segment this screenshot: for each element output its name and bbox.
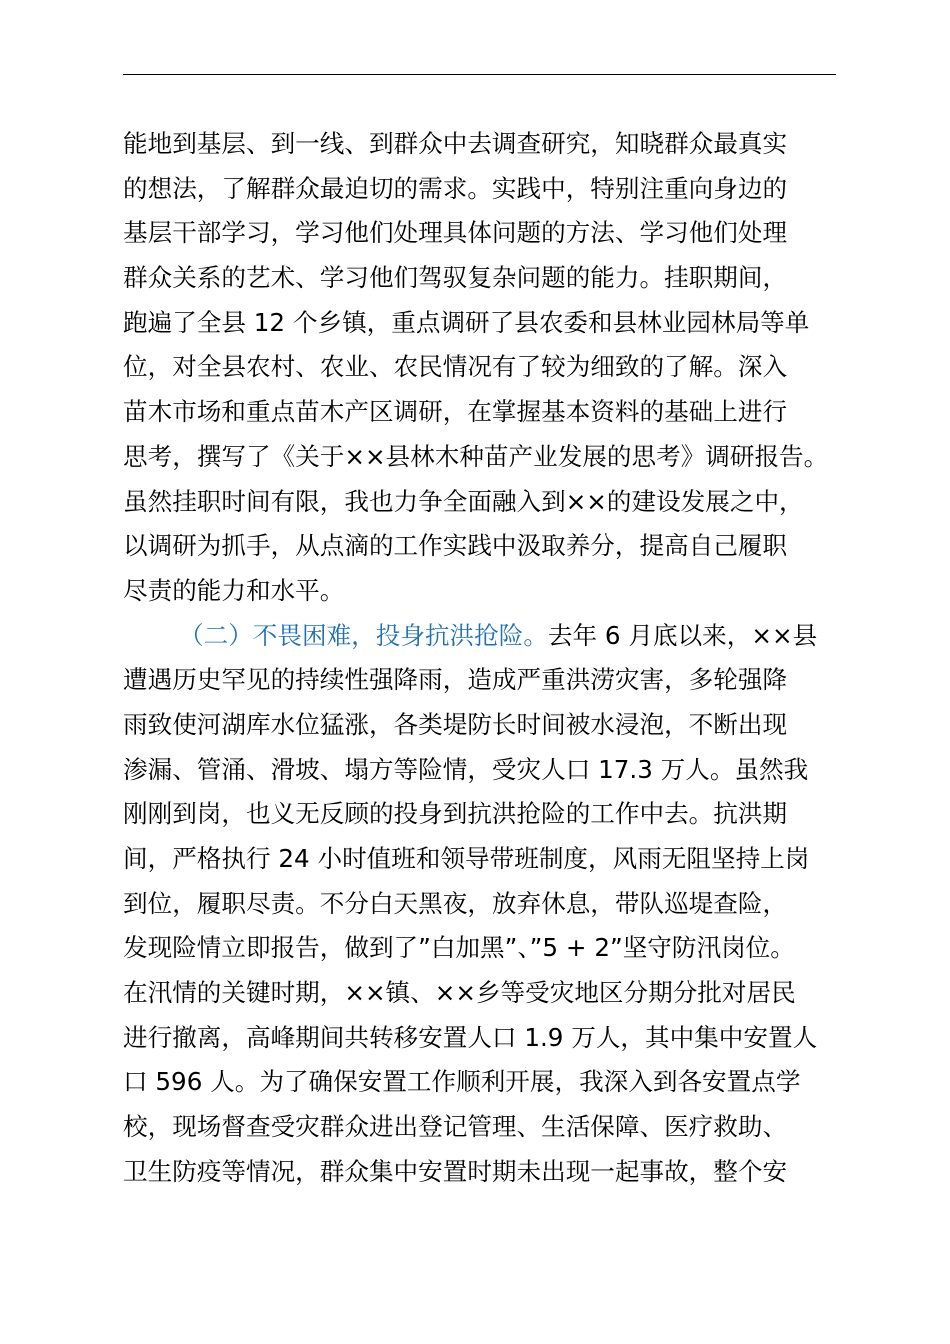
text-line: 群众关系的艺术、学习他们驾驭复杂问题的能力。挂职期间， bbox=[123, 263, 788, 293]
text-line: 卫生防疫等情况，群众集中安置时期未出现一起事故，整个安 bbox=[123, 1156, 788, 1186]
text-line: 在汛情的关键时期，××镇、××乡等受灾地区分期分批对居民 bbox=[123, 978, 796, 1008]
header-rule bbox=[123, 74, 836, 75]
text-line: 能地到基层、到一线、到群众中去调查研究，知晓群众最真实 bbox=[123, 129, 788, 158]
text-line: 虽然挂职时间有限，我也力争全面融入到××的建设发展之中， bbox=[123, 486, 804, 516]
text-line: 的想法，了解群众最迫切的需求。实践中，特别注重向身边的 bbox=[123, 173, 788, 203]
text-line: 跑遍了全县 12 个乡镇，重点调研了县农委和县林业园林局等单 bbox=[123, 307, 810, 337]
text-line: 到位，履职尽责。不分白天黑夜，放弃休息，带队巡堤查险， bbox=[123, 888, 788, 918]
text-line: 基层干部学习，学习他们处理具体问题的方法、学习他们处理 bbox=[123, 218, 788, 248]
text-line: 进行撤离，高峰期间共转移安置人口 1.9 万人，其中集中安置人 bbox=[123, 1022, 818, 1052]
text-line: 雨致使河湖库水位猛涨，各类堤防长时间被水浸泡，不断出现 bbox=[123, 709, 788, 739]
text-line: 位，对全县农村、农业、农民情况有了较为细致的了解。深入 bbox=[123, 352, 788, 382]
section-2-first-line bbox=[123, 614, 843, 659]
text-line: 口 596 人。为了确保安置工作顺利开展，我深入到各安置点学 bbox=[123, 1067, 801, 1097]
text-line: 间，严格执行 24 小时值班和领导带班制度，风雨无阻坚持上岗 bbox=[123, 844, 810, 873]
text-line: 以调研为抓手，从点滴的工作实践中汲取养分，提高自己履职 bbox=[123, 531, 788, 561]
body-text bbox=[123, 122, 843, 1195]
text-line: 苗木市场和重点苗木产区调研，在掌握基本资料的基础上进行 bbox=[123, 397, 788, 427]
section-2-first-line-rest: 去年 6 月底以来，××县 bbox=[547, 620, 818, 650]
text-line: 刚刚到岗，也义无反顾的投身到抗洪抢险的工作中去。抗洪期 bbox=[123, 799, 788, 829]
section-2-heading: （二）不畏困难，投身抗洪抢险。 bbox=[179, 620, 548, 650]
text-line: 遭遇历史罕见的持续性强降雨，造成严重洪涝灾害，多轮强降 bbox=[123, 665, 788, 695]
text-line: 渗漏、管涌、滑坡、塌方等险情，受灾人口 17.3 万人。虽然我 bbox=[123, 754, 809, 784]
text-line: 尽责的能力和水平。 bbox=[123, 575, 345, 605]
text-line: 校，现场督查受灾群众进出登记管理、生活保障、医疗救助、 bbox=[123, 1112, 788, 1142]
text-line: 发现险情立即报告，做到了”白加黑”、”5 + 2”坚守防汛岗位。 bbox=[123, 933, 795, 963]
text-line: 思考，撰写了《关于××县林木种苗产业发展的思考》调研报告。 bbox=[123, 441, 829, 471]
